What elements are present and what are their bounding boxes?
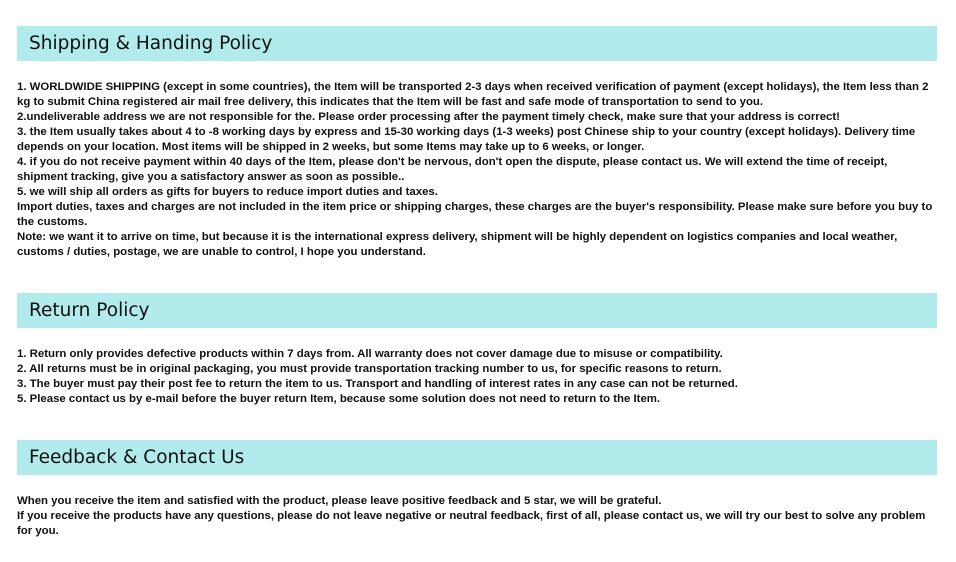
return-paragraph-1: 1. Return only provides defective products within 7 days from. All warranty does not cover damage due to misuse or compatibility. [17, 348, 723, 360]
return-policy-header [17, 293, 937, 328]
feedback-contact-header [17, 440, 937, 475]
feedback-contact-title: Feedback & Contact Us [29, 447, 245, 468]
shipping-paragraph-note: Note: we want it to arrive on time, but because it is the international express delivery, shipment will be highly dependent on logistics companies and local weather, customs / duties, postage, we are unable to control, I hope you understand. [17, 231, 898, 258]
return-paragraph-3: 3. The buyer must pay their post fee to return the item to us. Transport and handling of interest rates in any case can not be returned. [17, 378, 738, 390]
shipping-paragraph-1: 1. WORLDWIDE SHIPPING (except in some countries), the Item will be transported 2-3 days when received verification of payment (except holidays), the Item less than 2 kg to submit China registered air mail free delivery, this indicates that the Item will be fast and safe mode of transportation to send to you. [17, 81, 929, 108]
return-policy-body [17, 347, 939, 407]
shipping-paragraph-import: Import duties, taxes and charges are not included in the item price or shipping charges, these charges are the buyer's responsibility. Please make sure before you buy to the customs. [17, 201, 933, 228]
feedback-contact-body [17, 494, 939, 539]
shipping-policy-title: Shipping & Handing Policy [29, 33, 273, 54]
shipping-policy-header [17, 26, 937, 61]
return-paragraph-2: 2. All returns must be in original packaging, you must provide transportation tracking number to us, for specific reasons to return. [17, 363, 722, 375]
return-policy-title: Return Policy [29, 300, 150, 321]
feedback-paragraph-1: When you receive the item and satisfied with the product, please leave positive feedback and 5 star, we will be grateful. [17, 495, 662, 507]
shipping-paragraph-5: 5. we will ship all orders as gifts for buyers to reduce import duties and taxes. [17, 186, 438, 198]
return-paragraph-5: 5. Please contact us by e-mail before the buyer return Item, because some solution does not need to return to the Item. [17, 393, 661, 405]
shipping-paragraph-3: 3. the Item usually takes about 4 to -8 working days by express and 15-30 working days (1-3 weeks) post Chinese ship to your country (except holidays). Delivery time depends on your location. Most items will be shipped in 2 weeks, but some Items may take up to 6 weeks, or longer. [17, 126, 916, 153]
shipping-paragraph-4: 4. if you do not receive payment within 40 days of the Item, please don't be nervous, don't open the dispute, please contact us. We will extend the time of receipt, shipment tracking, give you a satisfactory answer as soon as possible.. [17, 156, 888, 183]
shipping-paragraph-2: 2.undeliverable address we are not responsible for the. Please order processing after the payment timely check, make sure that your address is correct! [17, 111, 840, 123]
feedback-paragraph-2: If you receive the products have any questions, please do not leave negative or neutral feedback, first of all, please contact us, we will try our best to solve any problem for you. [17, 510, 926, 537]
shipping-policy-body [17, 80, 939, 260]
